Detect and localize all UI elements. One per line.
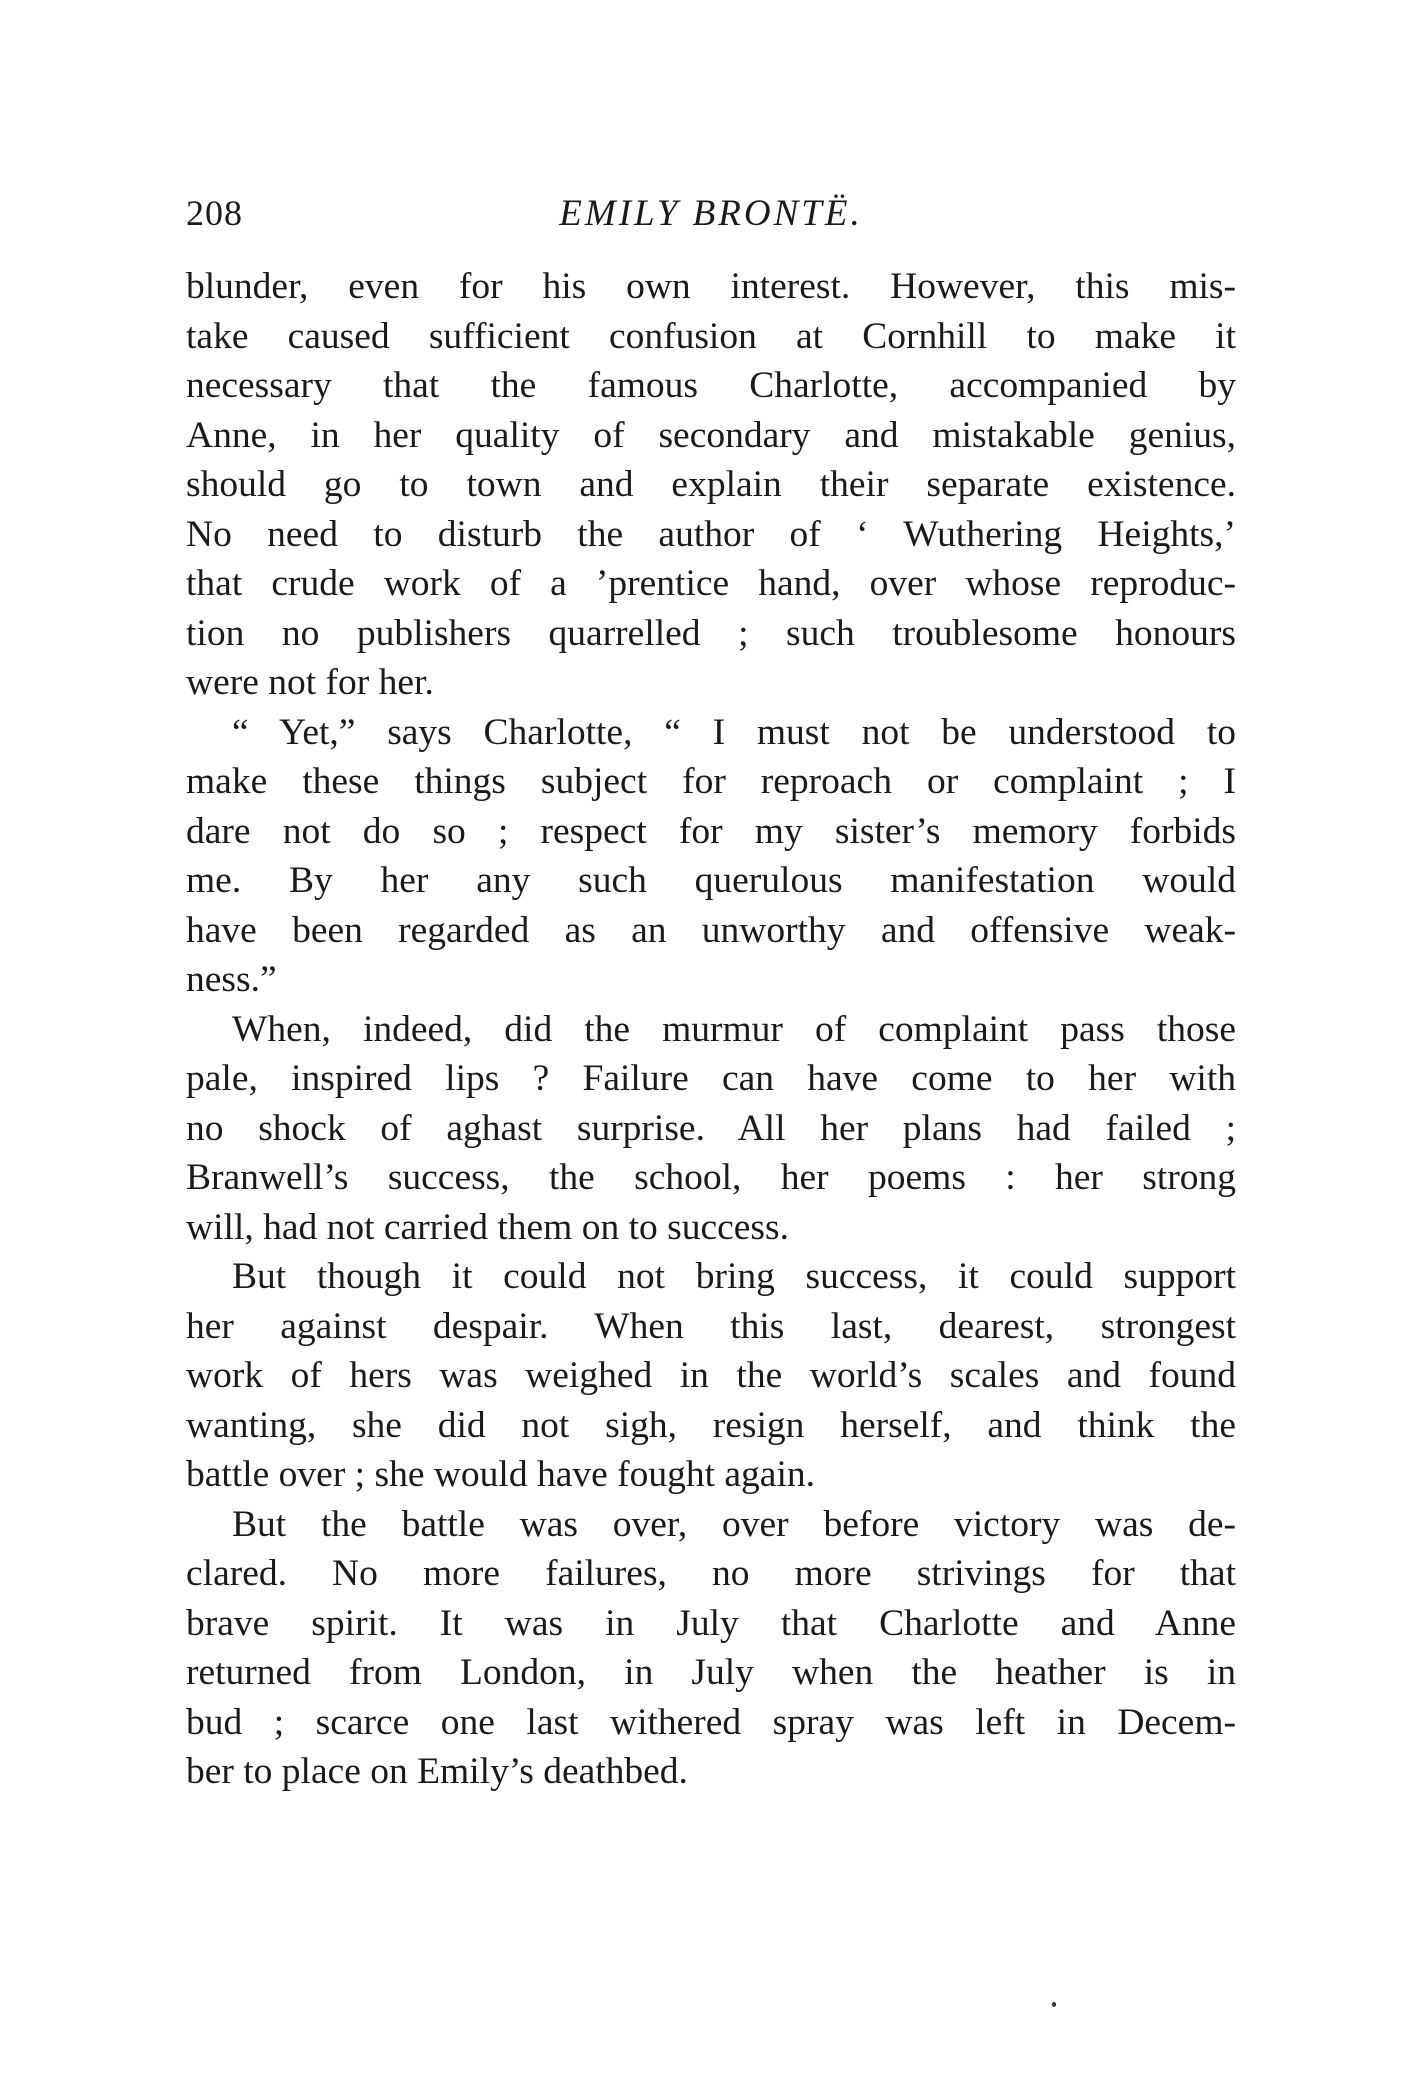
- text-line: No need to disturb the author of ‘ Wuthering Heights,’: [186, 513, 1236, 555]
- text-line: were not for her.: [186, 662, 434, 703]
- text-line: Anne, in her quality of secondary and mistakable genius,: [186, 414, 1236, 456]
- text-line: ness.”: [186, 959, 277, 1000]
- body-text: [186, 262, 1236, 1797]
- text-line: But though it could not bring success, it could support: [232, 1256, 1236, 1297]
- text-line: work of hers was weighed in the world’s scales and found: [186, 1355, 1236, 1396]
- text-line: dare not do so ; respect for my sister’s memory forbids: [186, 810, 1236, 852]
- page-header: [186, 192, 1236, 242]
- text-line: tion no publishers quarrelled ; such troublesome honours: [186, 612, 1236, 654]
- text-line: that crude work of a ’prentice hand, over whose reproduc-: [186, 563, 1236, 604]
- text-line: returned from London, in July when the heather is in: [186, 1652, 1236, 1693]
- text-line: will, had not carried them on to success.: [186, 1206, 789, 1248]
- paragraph: [186, 1252, 1236, 1500]
- text-line: When, indeed, did the murmur of complaint pass those: [232, 1008, 1236, 1050]
- running-title: EMILY BRONTË.: [559, 193, 863, 234]
- text-line: battle over ; she would have fought again.: [186, 1454, 815, 1495]
- text-line: necessary that the famous Charlotte, accompanied by: [186, 365, 1236, 406]
- text-line: no shock of aghast surprise. All her plans had failed ;: [186, 1107, 1236, 1149]
- ink-speck: [1052, 2002, 1056, 2007]
- text-line: should go to town and explain their separate existence.: [186, 464, 1236, 505]
- text-line: take caused sufficient confusion at Cornhill to make it: [186, 315, 1236, 357]
- text-line: pale, inspired lips ? Failure can have come to her with: [186, 1058, 1236, 1099]
- text-line: make these things subject for reproach or complaint ; I: [186, 761, 1236, 802]
- paragraph: [186, 1005, 1236, 1253]
- text-line: clared. No more failures, no more strivings for that: [186, 1553, 1236, 1594]
- paragraph: [186, 708, 1236, 1005]
- text-line: blunder, even for his own interest. However, this mis-: [186, 266, 1236, 307]
- text-line: brave spirit. It was in July that Charlotte and Anne: [186, 1602, 1236, 1644]
- paragraph: [186, 1500, 1236, 1797]
- text-line: “ Yet,” says Charlotte, “ I must not be understood to: [232, 711, 1236, 753]
- text-line: me. By her any such querulous manifestation would: [186, 860, 1236, 901]
- text-line: But the battle was over, over before victory was de-: [232, 1503, 1236, 1545]
- paragraph: [186, 262, 1236, 708]
- text-line: wanting, she did not sigh, resign herself, and think the: [186, 1404, 1236, 1446]
- page-number: 208: [186, 193, 243, 233]
- text-line: ber to place on Emily’s deathbed.: [186, 1751, 688, 1792]
- text-line: Branwell’s success, the school, her poems : her strong: [186, 1157, 1236, 1198]
- text-line: bud ; scarce one last withered spray was left in Decem-: [186, 1701, 1236, 1743]
- text-line: have been regarded as an unworthy and offensive weak-: [186, 909, 1236, 951]
- text-line: her against despair. When this last, dearest, strongest: [186, 1305, 1236, 1347]
